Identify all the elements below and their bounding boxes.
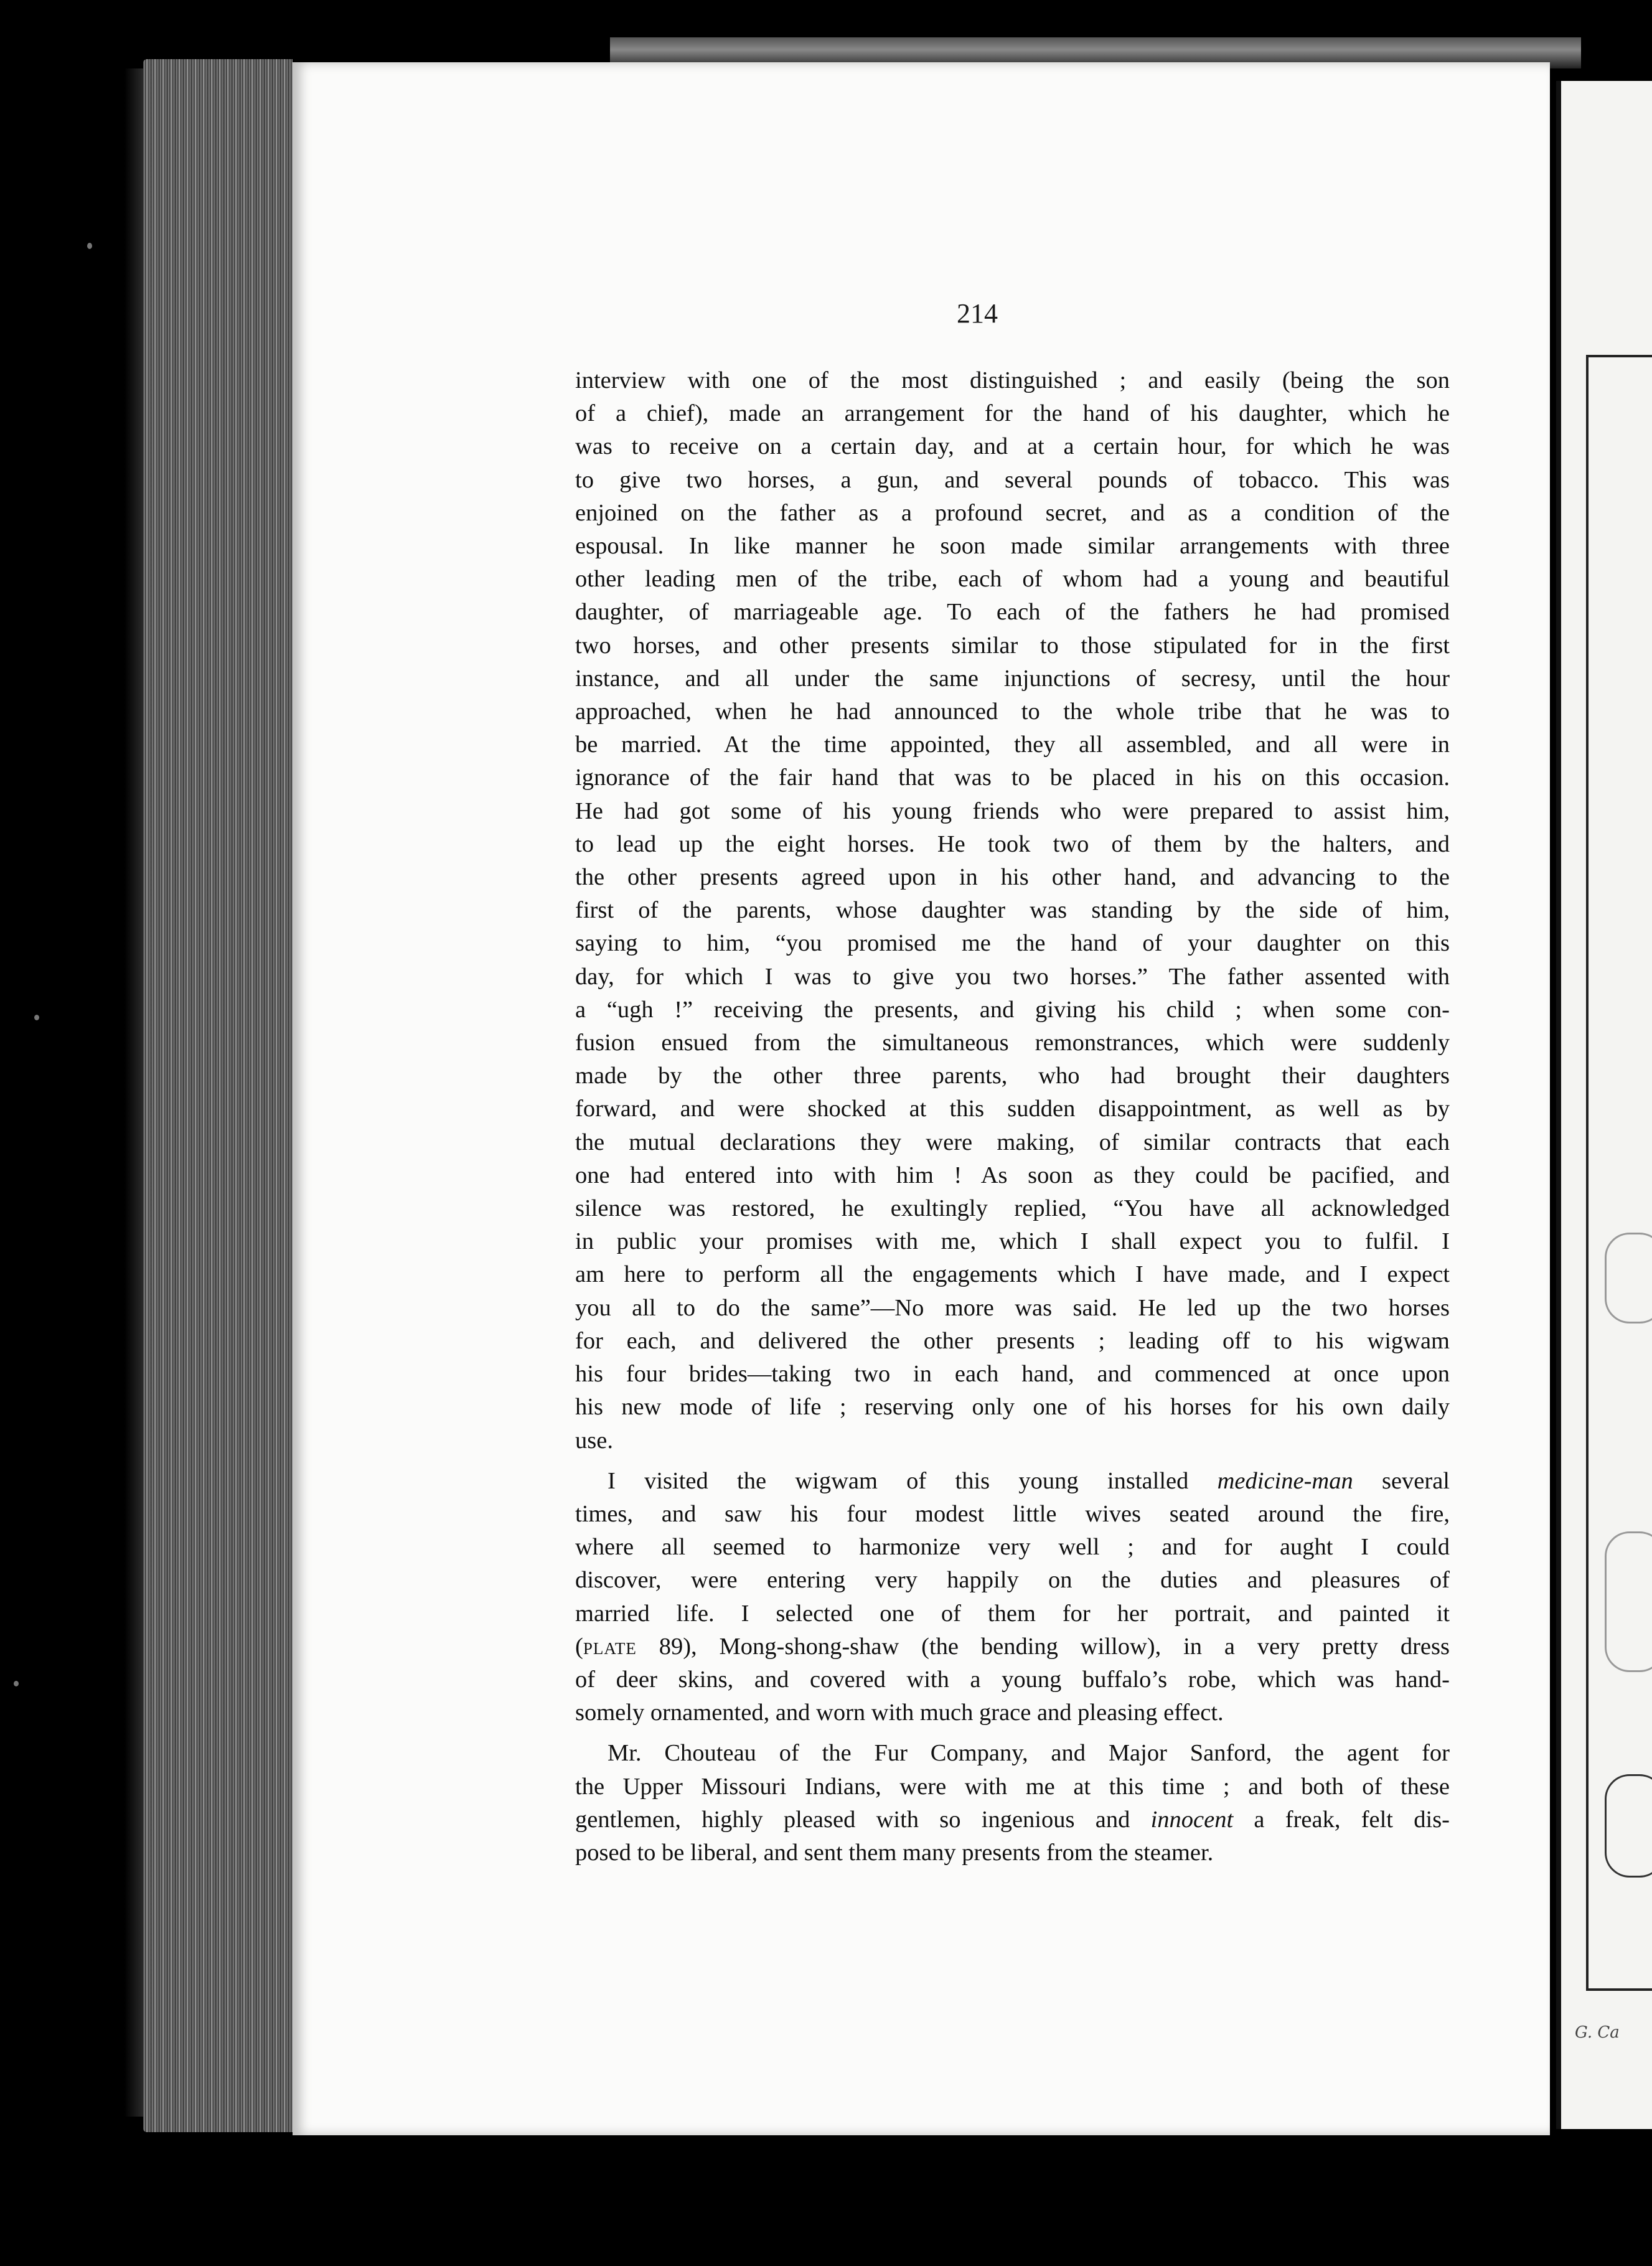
plate-sketch bbox=[1605, 1233, 1652, 1323]
plate-reference: plate bbox=[583, 1633, 637, 1660]
text-line bbox=[575, 1465, 1450, 1498]
text-run: gentlemen, highly pleased with so ingenious and bbox=[575, 1806, 1151, 1833]
text-line bbox=[575, 1803, 1450, 1836]
plate-sketch bbox=[1605, 1774, 1652, 1878]
margin-speck bbox=[14, 1681, 19, 1686]
text-line: posed to be liberal, and sent them many presents from the steamer. bbox=[575, 1839, 1214, 1866]
text-run: a freak, felt dis- bbox=[1233, 1806, 1450, 1833]
plate-sketch bbox=[1605, 1531, 1652, 1672]
text-line: his four brides—taking two in each hand, and commenced at once upon bbox=[575, 1361, 1450, 1388]
paragraph-2 bbox=[575, 1465, 1450, 1730]
text-line: first of the parents, whose daughter was standing by the side of him, bbox=[575, 897, 1450, 924]
paragraph-1 bbox=[575, 364, 1450, 1457]
text-line: daughter, of marriageable age. To each of the fathers he had promised bbox=[575, 599, 1450, 626]
text-line: to lead up the eight horses. He took two of them by the halters, and bbox=[575, 830, 1450, 857]
text-line: in public your promises with me, which I shall expect you to fulfil. I bbox=[575, 1228, 1450, 1255]
text-line: enjoined on the father as a profound secret, and as a condition of the bbox=[575, 499, 1450, 526]
facing-plate-page bbox=[1556, 81, 1652, 2129]
text-line: was to receive on a certain day, and at a certain hour, for which he was bbox=[575, 433, 1450, 460]
text-line: you all to do the same”—No more was said. He led up the two horses bbox=[575, 1294, 1450, 1321]
text-line: his new mode of life ; reserving only one of his horses for his own daily bbox=[575, 1394, 1450, 1421]
paragraph-3 bbox=[575, 1737, 1450, 1869]
text-line: espousal. In like manner he soon made similar arrangements with three bbox=[575, 533, 1450, 560]
margin-speck bbox=[87, 243, 92, 249]
text-line bbox=[575, 1630, 1450, 1663]
text-line: instance, and all under the same injunctions of secresy, until the hour bbox=[575, 665, 1450, 692]
plate-frame bbox=[1586, 355, 1652, 1991]
text-run: ( bbox=[575, 1633, 583, 1660]
text-run: I visited the wigwam of this young installed bbox=[608, 1467, 1218, 1494]
body-text bbox=[575, 364, 1450, 1869]
text-line: saying to him, “you promised me the hand of your daughter on this bbox=[575, 930, 1450, 957]
italic-run: innocent bbox=[1150, 1806, 1234, 1833]
page-fore-edge bbox=[143, 59, 293, 2132]
text-line: the mutual declarations they were making, of similar contracts that each bbox=[575, 1129, 1450, 1155]
text-line: other leading men of the tribe, each of whom had a young and beautiful bbox=[575, 566, 1450, 593]
text-line: the Upper Missouri Indians, were with me at this time ; and both of these bbox=[575, 1773, 1450, 1800]
text-line: Mr. Chouteau of the Fur Company, and Major Sanford, the agent for bbox=[608, 1740, 1450, 1767]
text-line: am here to perform all the engagements which I have made, and I expect bbox=[575, 1261, 1450, 1288]
text-line: He had got some of his young friends who were prepared to assist him, bbox=[575, 797, 1450, 824]
text-line: times, and saw his four modest little wives seated around the fire, bbox=[575, 1500, 1450, 1527]
text-line: for each, and delivered the other presents ; leading off to his wigwam bbox=[575, 1327, 1450, 1354]
plate-caption: G. Ca bbox=[1575, 2023, 1620, 2042]
text-run: several bbox=[1353, 1467, 1450, 1494]
text-line: one had entered into with him ! As soon as they could be pacified, and bbox=[575, 1162, 1450, 1188]
text-line: silence was restored, he exultingly replied, “You have all acknowledged bbox=[575, 1195, 1450, 1222]
text-line: of a chief), made an arrangement for the hand of his daughter, which he bbox=[575, 400, 1450, 427]
text-line: married life. I selected one of them for her portrait, and painted it bbox=[575, 1600, 1450, 1627]
italic-run: medicine-man bbox=[1217, 1467, 1353, 1494]
text-line: forward, and were shocked at this sudden disappointment, as well as by bbox=[575, 1096, 1450, 1122]
text-line: ignorance of the fair hand that was to be placed in his on this occasion. bbox=[575, 764, 1450, 791]
text-line: made by the other three parents, who had brought their daughters bbox=[575, 1063, 1450, 1089]
text-line: interview with one of the most distinguished ; and easily (being the son bbox=[575, 367, 1450, 393]
text-line: the other presents agreed upon in his other hand, and advancing to the bbox=[575, 864, 1450, 891]
text-line: somely ornamented, and worn with much grace and pleasing effect. bbox=[575, 1700, 1224, 1726]
text-line: be married. At the time appointed, they all assembled, and all were in bbox=[575, 731, 1450, 758]
text-line: use. bbox=[575, 1427, 613, 1454]
text-line: two horses, and other presents similar to those stipulated for in the first bbox=[575, 632, 1450, 659]
text-line: fusion ensued from the simultaneous remonstrances, which were suddenly bbox=[575, 1030, 1450, 1056]
margin-speck bbox=[34, 1015, 39, 1020]
text-line: to give two horses, a gun, and several pounds of tobacco. This was bbox=[575, 466, 1450, 493]
text-run: 89), Mong-shong-shaw (the bending willow), in a very pretty dress bbox=[636, 1633, 1450, 1660]
text-line: discover, were entering very happily on the duties and pleasures of bbox=[575, 1567, 1450, 1594]
text-line: where all seemed to harmonize very well ; and for aught I could bbox=[575, 1534, 1450, 1561]
text-line: day, for which I was to give you two horses.” The father assented with bbox=[575, 963, 1450, 990]
page-number: 214 bbox=[957, 298, 998, 329]
text-line: approached, when he had announced to the whole tribe that he was to bbox=[575, 698, 1450, 725]
text-line: of deer skins, and covered with a young buffalo’s robe, which was hand- bbox=[575, 1666, 1450, 1693]
text-line: a “ugh !” receiving the presents, and giving his child ; when some con- bbox=[575, 996, 1450, 1023]
